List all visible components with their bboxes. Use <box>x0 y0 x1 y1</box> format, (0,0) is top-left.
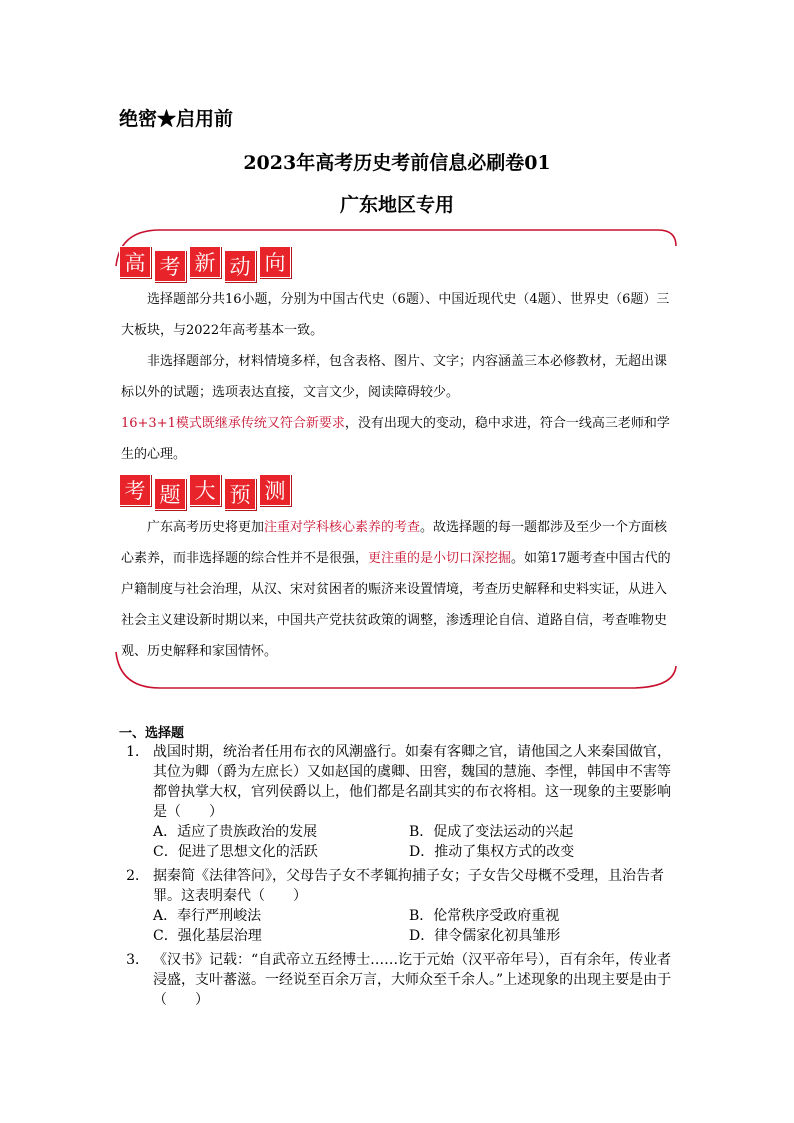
trend-text <box>121 284 675 470</box>
question-number: 2． <box>126 868 149 884</box>
option-a[interactable]: A．奉行严刑峻法 <box>153 908 262 924</box>
badge-char: 预 <box>224 478 256 510</box>
badge-char: 题 <box>154 478 186 510</box>
question-number: 1． <box>126 744 149 760</box>
badge-char: 高 <box>119 246 151 278</box>
question-stem: 《汉书》记载：“自武帝立五经博士……讫于元始（汉平帝年号），百有余年，传业者浸盛，支叶蕃滋。一经说至百余万言，大师众至千余人。”上述现象的出现主要是由于（ ） <box>153 952 672 1008</box>
badge-char: 大 <box>189 474 221 506</box>
question-options <box>153 906 679 946</box>
predict-text <box>121 512 675 667</box>
option-b[interactable]: B．促成了变法运动的兴起 <box>409 824 574 840</box>
trend-paragraph-3-rest: ，没有出现大的变动，稳中求进，符合一线高三老师和学生的心理。 <box>121 416 670 462</box>
question-3 <box>119 950 679 1010</box>
option-d[interactable]: D．推动了集权方式的改变 <box>409 844 575 860</box>
predict-text-part: 。如第17题考查中国古代的户籍制度与社会治理，从汉、宋对贫困者的赈济来设置情境，考查历史解释和史料实证，从进入社会主义建设新时期以来，中国共产党扶贫政策的调整，渗透理论自信、道路自信，考查唯物史观、历史解释和家国情怀。 <box>121 551 671 659</box>
trend-paragraph-2: 非选择题部分，材料情境多样，包含表格、图片、文字；内容涵盖三本必修教材，无超出课标以外的试题；选项表达直接，文言文少，阅读障碍较少。 <box>121 354 668 400</box>
trend-paragraph-3 <box>121 408 675 470</box>
question-2 <box>119 866 679 946</box>
trend-badges <box>119 246 291 282</box>
question-stem: 据秦简《法律答问》，父母告子女不孝辄拘捕子女；子女告父母概不受理，且治告者罪。这表明秦代（ ） <box>153 868 664 904</box>
question-number: 3． <box>126 952 149 968</box>
confidential-label: 绝密★启用前 <box>119 108 234 130</box>
badge-char: 测 <box>259 474 291 506</box>
badge-char: 新 <box>189 246 221 278</box>
predict-emphasis-1: 注重对学科核心素养的考查 <box>264 520 421 535</box>
badge-char: 考 <box>119 474 151 506</box>
question-1 <box>119 742 679 862</box>
predict-badges <box>119 474 291 510</box>
option-c[interactable]: C．促进了思想文化的活跃 <box>153 844 318 860</box>
page-subtitle: 广东地区专用 <box>339 194 454 216</box>
predict-paragraph <box>121 512 675 667</box>
predict-emphasis-2: 更注重的是小切口深挖掘 <box>368 551 512 566</box>
option-a[interactable]: A．适应了贵族政治的发展 <box>153 824 318 840</box>
option-c[interactable]: C．强化基层治理 <box>153 928 262 944</box>
page-title: 2023年高考历史考前信息必刷卷01 <box>243 152 551 174</box>
trend-emphasis: 16+3+1模式既继承传统又符合新要求 <box>121 416 345 431</box>
section-heading: 一、选择题 <box>119 726 185 741</box>
badge-char: 向 <box>259 246 291 278</box>
option-b[interactable]: B．伦常秩序受政府重视 <box>409 908 560 924</box>
option-d[interactable]: D．律令儒家化初具雏形 <box>409 928 561 944</box>
predict-text-part: 广东高考历史将更加 <box>147 520 265 535</box>
question-options <box>153 822 679 862</box>
question-stem: 战国时期，统治者任用布衣的风潮盛行。如秦有客卿之官，请他国之人来秦国做官，其位为卿（爵为左庶长）又如赵国的虞卿、田窖，魏国的慧施、李悝，韩国申不害等都曾执掌大权，官列侯爵以上，他们都是名副其实的布衣将相。这一现象的主要影响是（ ） <box>153 744 671 820</box>
predict-text-part: 。故选择题的每一题都涉及至少一个方面核心素养，而非选择题的综合性并不是很强， <box>121 520 668 566</box>
badge-char: 动 <box>224 250 256 282</box>
badge-char: 考 <box>154 250 186 282</box>
trend-paragraph-1: 选择题部分共16小题，分别为中国古代史（6题）、中国近现代史（4题）、世界史（6题）三大板块，与2022年高考基本一致。 <box>121 292 670 338</box>
